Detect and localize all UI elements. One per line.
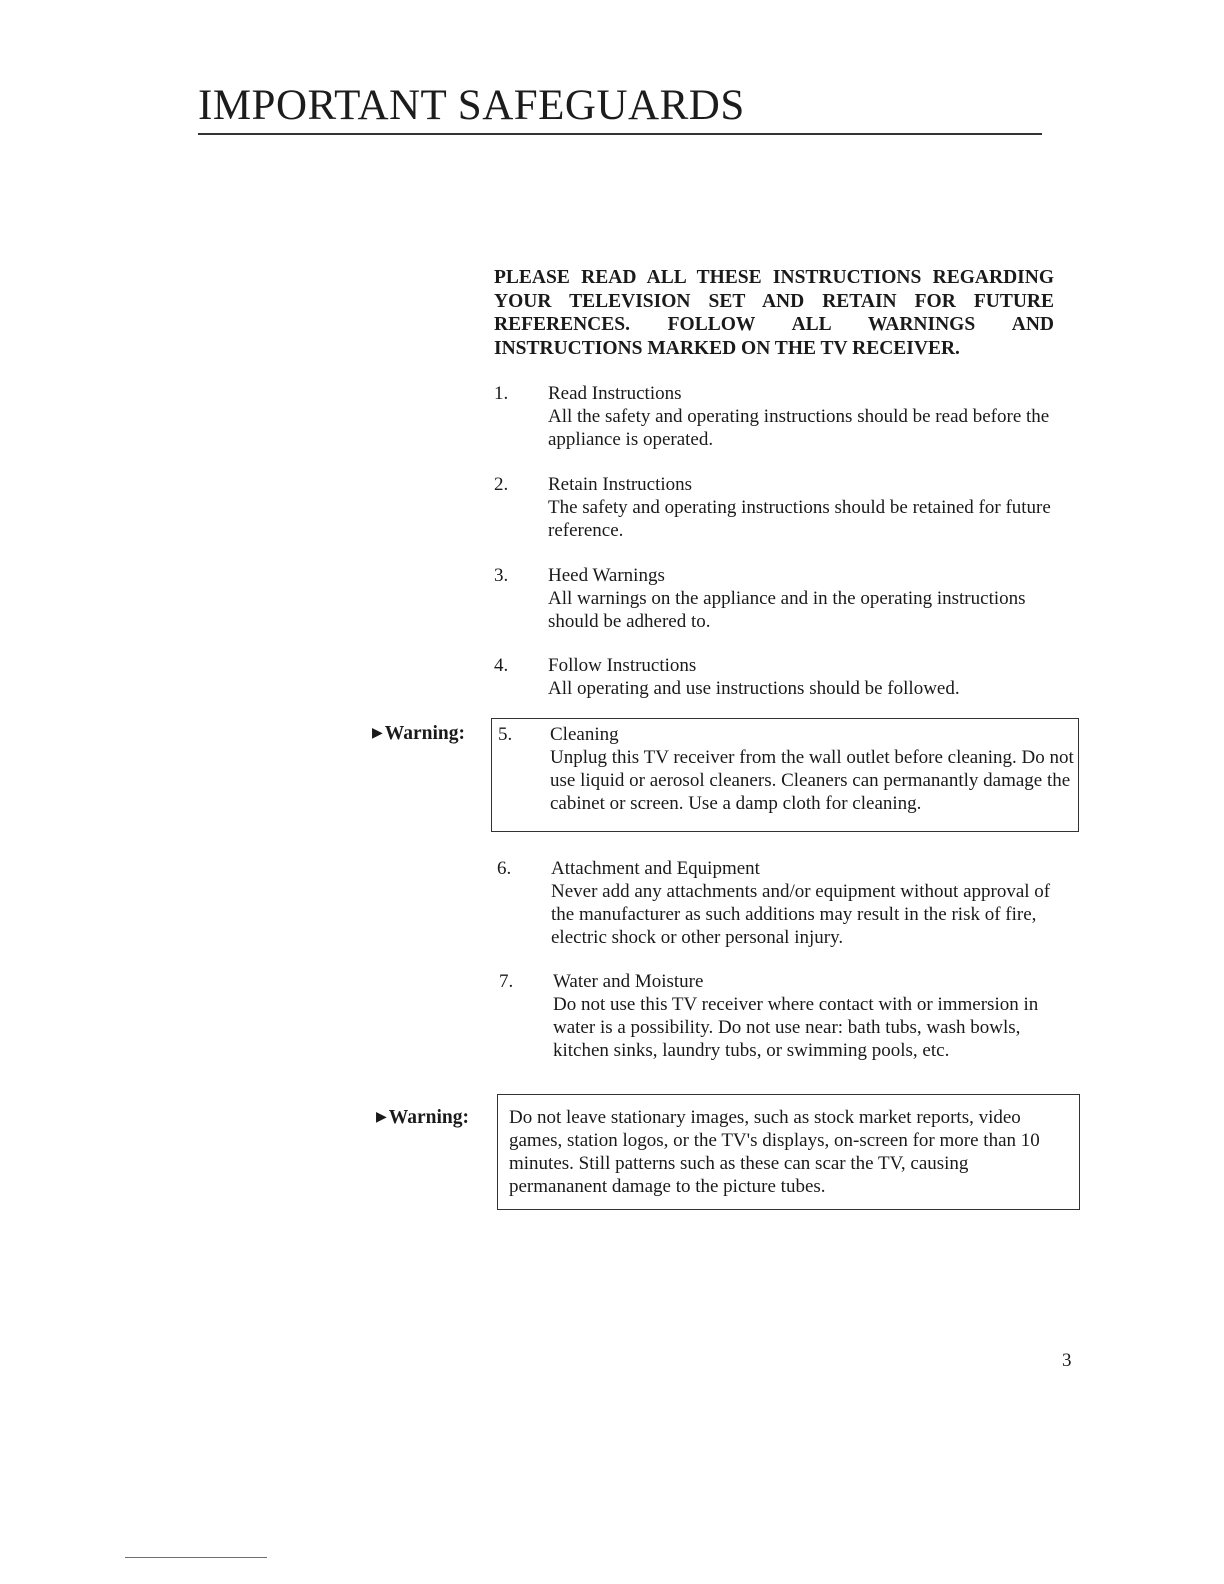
item-number: 5. bbox=[498, 724, 513, 745]
item-text: All warnings on the appliance and in the operating instructions should be adhered to. bbox=[548, 588, 1026, 632]
item-heading: Read Instructions bbox=[548, 383, 682, 404]
page-number: 3 bbox=[1062, 1350, 1072, 1371]
item-number: 7. bbox=[499, 971, 514, 992]
warning-label-text: Warning: bbox=[384, 723, 465, 744]
item-number: 1. bbox=[494, 383, 509, 404]
safeguard-item-5-box bbox=[491, 718, 1079, 832]
safeguard-item-1 bbox=[494, 382, 1074, 451]
item-number: 3. bbox=[494, 565, 509, 586]
item-heading: Water and Moisture bbox=[553, 971, 704, 992]
arrow-right-icon: ▶ bbox=[376, 1110, 387, 1125]
item-heading: Attachment and Equipment bbox=[551, 858, 760, 879]
arrow-right-icon: ▶ bbox=[372, 726, 383, 741]
item-number: 2. bbox=[494, 474, 509, 495]
item-text: Unplug this TV receiver from the wall outlet before cleaning. Do not use liquid or aerosol cleaners. Cleaners can permanantly damage the cabinet or screen. Use a damp cloth for cleaning. bbox=[550, 747, 1074, 814]
item-heading: Cleaning bbox=[550, 724, 619, 745]
warning-label-cleaning bbox=[372, 722, 465, 745]
safeguard-item-3 bbox=[494, 564, 1074, 633]
item-heading: Heed Warnings bbox=[548, 565, 665, 586]
page-title: IMPORTANT SAFEGUARDS bbox=[198, 82, 745, 129]
item-number: 4. bbox=[494, 655, 509, 676]
item-text: All the safety and operating instructions should be read before the appliance is operated. bbox=[548, 406, 1050, 450]
item-heading: Follow Instructions bbox=[548, 655, 697, 676]
footer-underline bbox=[125, 1557, 267, 1558]
title-underline bbox=[198, 133, 1042, 135]
safeguard-item-2 bbox=[494, 473, 1074, 542]
warning-label-text: Warning: bbox=[388, 1107, 469, 1128]
item-text: The safety and operating instructions should be retained for future reference. bbox=[548, 497, 1051, 541]
safeguard-item-7 bbox=[499, 970, 1079, 1062]
warning-label-stationary-images bbox=[376, 1106, 469, 1129]
item-text: Do not use this TV receiver where contact with or immersion in water is a possibility. Do not use near: bath tubs, wash bowls, kitchen sinks, laundry tubs, or swimming pools, etc. bbox=[553, 994, 1039, 1061]
safeguard-item-6 bbox=[497, 857, 1077, 949]
stationary-images-warning-box bbox=[497, 1094, 1080, 1210]
item-text: Never add any attachments and/or equipment without approval of the manufacturer as such additions may result in the risk of fire, electric shock or other personal injury. bbox=[551, 881, 1051, 948]
safeguard-item-4 bbox=[494, 654, 1074, 700]
item-heading: Retain Instructions bbox=[548, 474, 693, 495]
item-text: All operating and use instructions should be followed. bbox=[548, 678, 960, 699]
item-number: 6. bbox=[497, 858, 512, 879]
warning-text: Do not leave stationary images, such as stock market reports, video games, station logos, or the TV's displays, on-screen for more than 10 minutes. Still patterns such as these can scar the TV, causing permananent damage to the picture tubes. bbox=[509, 1107, 1040, 1197]
intro-notice: PLEASE READ ALL THESE INSTRUCTIONS REGARDING YOUR TELEVISION SET AND RETAIN FOR FUTURE REFERENCES. FOLLOW ALL WARNINGS AND INSTRUCTIONS MARKED ON THE TV RECEIVER. bbox=[494, 267, 1054, 359]
